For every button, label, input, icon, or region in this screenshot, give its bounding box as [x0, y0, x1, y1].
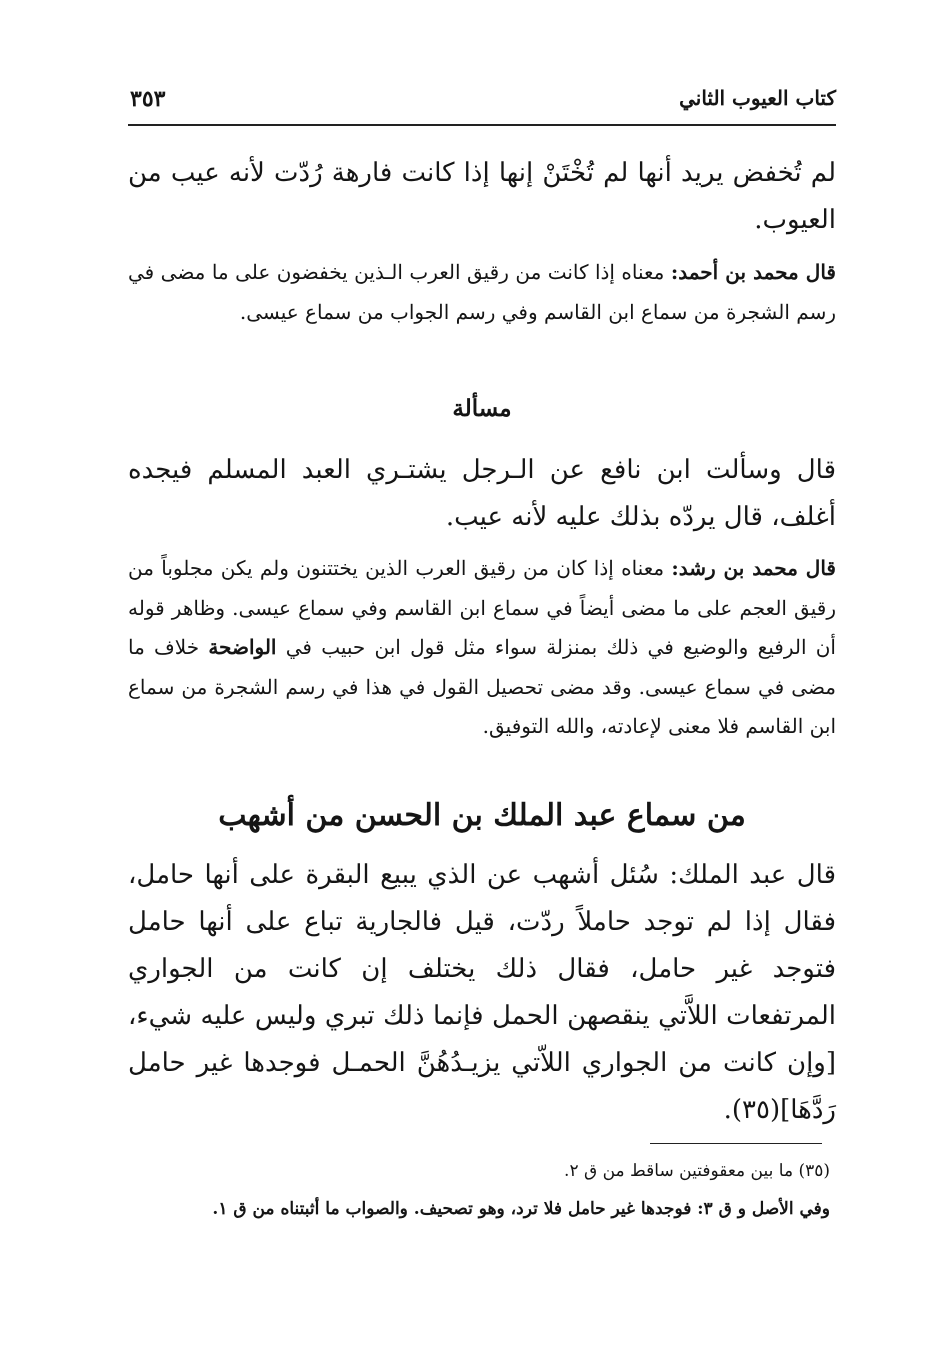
running-title: كتاب العيوب الثاني: [679, 86, 836, 110]
footnote-35: (٣٥) ما بين معقوفتين ساقط من ق ٢.: [564, 1161, 830, 1181]
paragraph-3: [128, 852, 836, 1134]
footnote-35-cont: وفي الأصل و ق ٣: فوجدها غير حامل فلا ترد، وهو تصحيف. والصواب ما أثبتناه من ق ١.: [212, 1199, 830, 1219]
commentary-text: معناه إذا كان من رقيق العرب الذين يختتنون ولم يكن مجلوباً من رقيق العجم على ما مضى أيضاً في سماع ابن القاسم وفي سماع عيسى. وظاهر قوله أن الرفيع والوضيع في ذلك بمنزلة سواء مثل قول ابن حبيب في: [128, 556, 836, 659]
commentary-text-cont: خلاف ما مضى في سماع عيسى. وقد مضى تحصيل القول في هذا في رسم الشجرة من سماع ابن القاسم فلا معنى لإعادته، والله التوفيق.: [128, 635, 836, 738]
paragraph-2: [128, 447, 836, 541]
footnotes: [128, 1152, 830, 1228]
paragraph-text: قال وسألت ابن نافع عن الـرجل يشتـري العبد المسلم فيجده أغلف، قال يردّه بذلك عليه لأنه عيب.: [128, 455, 836, 532]
section-heading-masala: مسألة: [452, 395, 512, 422]
book-reference: الواضحة: [208, 635, 277, 659]
page-header: [128, 84, 836, 126]
footnote-separator: [650, 1143, 822, 1144]
commentary-text: معناه إذا كانت من رقيق العرب الـذين يخفضون على ما مضى في رسم الشجرة من سماع ابن القاسم وفي رسم الجواب من سماع عيسى.: [128, 260, 836, 324]
section-heading-sama: من سماع عبد الملك بن الحسن من أشهب: [218, 798, 746, 833]
commentary-lead: قال محمد بن أحمد:: [670, 260, 836, 284]
paragraph-text: لم تُخفض يريد أنها لم تُخْتَنْ إنها إذا كانت فارهة رُدّت لأنه عيب من العيوب.: [128, 158, 836, 235]
commentary-2: [128, 549, 836, 747]
paragraph-1: [128, 150, 836, 244]
commentary-lead: قال محمد بن رشد:: [671, 556, 836, 580]
commentary-1: [128, 253, 836, 332]
page-number: ٣٥٣: [130, 86, 166, 112]
paragraph-text: قال عبد الملك: سُئل أشهب عن الذي يبيع البقرة على أنها حامل، فقال إذا لم توجد حاملاً ردّت، قيل فالجارية تباع على أنها حامل فتوجد غير حامل، فقال ذلك يختلف إن كانت من الجواري المرتفعات اللاَّتي ينقصهن الحمل فإنما ذلك تبري وليس عليه شيء، [وإن كانت من الجواري اللاّتي يزيـدُهُنَّ الحمـل فوجدها غير حامل رَدَّهَا](٣٥).: [128, 860, 836, 1125]
